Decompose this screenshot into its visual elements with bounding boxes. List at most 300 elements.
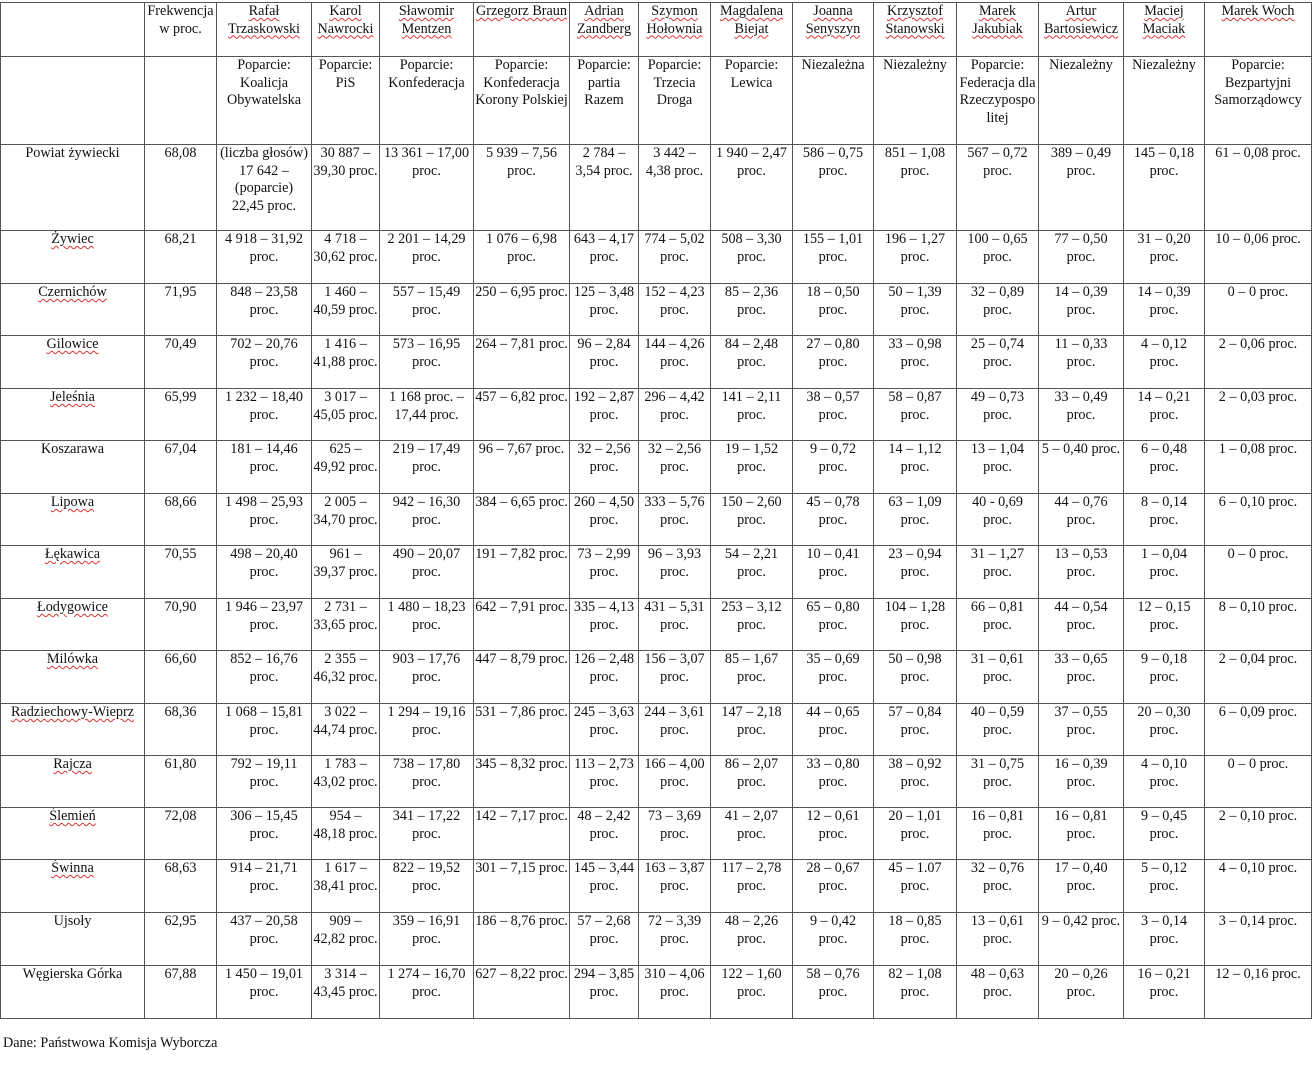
cell-text: Poparcie: Konfederacja Korony Polskiej (475, 57, 568, 108)
header-row-cell-10 (874, 3, 957, 57)
cell-text: 1 617 – 38,41 proc. (313, 860, 378, 894)
table-cell-5 (474, 913, 570, 966)
cell-text: 57 – 0,84 proc. (888, 704, 942, 738)
cell-text: 40 – 0,59 proc. (970, 704, 1025, 738)
cell-text: 32 – 2,56 proc. (577, 441, 631, 475)
cell-text: 852 – 16,76 proc. (230, 651, 298, 685)
table-cell-12 (1039, 599, 1124, 651)
header-row-cell-7 (639, 3, 711, 57)
table-cell-12 (1039, 704, 1124, 756)
table-cell-11 (957, 284, 1039, 336)
cell-text: 156 – 3,07 proc. (644, 651, 705, 685)
table-cell-12 (1039, 231, 1124, 284)
cell-text: 1 – 0,04 proc. (1140, 546, 1188, 580)
table-cell-3 (312, 599, 380, 651)
table-cell-11 (957, 231, 1039, 284)
table-cell-14 (1205, 494, 1312, 546)
table-cell-0 (1, 284, 145, 336)
table-cell-7 (639, 704, 711, 756)
table-cell-2 (217, 860, 312, 913)
cell-text: 264 – 7,81 proc. (475, 336, 568, 352)
table-cell-13 (1124, 808, 1205, 860)
header-row-cell-2 (217, 3, 312, 57)
cell-text: 70,90 (164, 599, 197, 615)
table-cell-7 (639, 546, 711, 599)
support-row-cell-6 (570, 57, 639, 145)
table-cell-10 (874, 651, 957, 704)
cell-text: 191 – 7,82 proc. (475, 546, 568, 562)
table-cell-9 (793, 651, 874, 704)
cell-text: 1 416 – 41,88 proc. (313, 336, 378, 370)
table-cell-0 (1, 756, 145, 808)
cell-text: 31 – 1,27 proc. (970, 546, 1025, 580)
cell-text: 68,36 (164, 704, 197, 720)
cell-text: 72,08 (164, 808, 197, 824)
table-cell-7 (639, 599, 711, 651)
cell-text: 65,99 (164, 389, 197, 405)
table-cell-14 (1205, 913, 1312, 966)
table-cell-5 (474, 599, 570, 651)
table-cell-12 (1039, 860, 1124, 913)
cell-text: 1 232 – 18,40 proc. (224, 389, 304, 423)
table-cell-3 (312, 284, 380, 336)
table-cell-1 (145, 599, 217, 651)
cell-text: 70,49 (164, 336, 197, 352)
cell-text: 147 – 2,18 proc. (721, 704, 782, 738)
cell-text: Magdalena Biejat (719, 3, 784, 37)
cell-text: 44 – 0,65 proc. (806, 704, 860, 738)
cell-text: 11 – 0,33 proc. (1054, 336, 1108, 370)
table-cell-3 (312, 546, 380, 599)
table-cell-14 (1205, 756, 1312, 808)
table-cell-8 (711, 651, 793, 704)
table-cell-6 (570, 284, 639, 336)
cell-text: Poparcie: PiS (318, 57, 373, 91)
cell-text: 4 918 – 31,92 proc. (224, 231, 304, 265)
table-cell-8 (711, 231, 793, 284)
cell-text: 73 – 3,69 proc. (647, 808, 702, 842)
table-cell-2 (217, 231, 312, 284)
table-cell-10 (874, 808, 957, 860)
table-cell-8 (711, 966, 793, 1019)
cell-text: 48 – 2,42 proc. (577, 808, 631, 842)
cell-text: 260 – 4,50 proc. (573, 494, 635, 528)
cell-text: 296 – 4,42 proc. (644, 389, 705, 423)
cell-text: 625 – 49,92 proc. (313, 441, 378, 475)
cell-text: 2 731 – 33,65 proc. (313, 599, 378, 633)
cell-text: 32 – 0,89 proc. (970, 284, 1025, 318)
cell-text: 33 – 0,65 proc. (1054, 651, 1108, 685)
table-cell-4 (380, 860, 474, 913)
cell-text: 1 783 – 43,02 proc. (313, 756, 378, 790)
table-cell-0 (1, 494, 145, 546)
cell-text: 122 – 1,60 proc. (721, 966, 782, 1000)
cell-text: 117 – 2,78 proc. (721, 860, 782, 894)
table-cell-9 (793, 913, 874, 966)
table-cell-9 (793, 336, 874, 389)
table-cell-13 (1124, 441, 1205, 494)
cell-text: Żywiec (51, 231, 94, 247)
table-cell-13 (1124, 860, 1205, 913)
table-cell-11 (957, 860, 1039, 913)
cell-text: Szymon Hołownia (646, 3, 703, 37)
table-row (1, 494, 1312, 546)
table-cell-1 (145, 651, 217, 704)
cell-text: 44 – 0,76 proc. (1054, 494, 1108, 528)
table-cell-4 (380, 651, 474, 704)
table-cell-10 (874, 966, 957, 1019)
table-cell-0 (1, 441, 145, 494)
cell-text: 8 – 0,14 proc. (1140, 494, 1188, 528)
table-cell-1 (145, 966, 217, 1019)
table-cell-0 (1, 913, 145, 966)
support-row-cell-4 (380, 57, 474, 145)
table-cell-2 (217, 651, 312, 704)
cell-text: Poparcie: Bezpartyjni Samorządowcy (1214, 57, 1302, 108)
table-cell-4 (380, 494, 474, 546)
cell-text: 642 – 7,91 proc. (475, 599, 568, 615)
table-cell-11 (957, 913, 1039, 966)
cell-text: 13 – 0,53 proc. (1054, 546, 1108, 580)
cell-text: 77 – 0,50 proc. (1054, 231, 1108, 265)
cell-text: 586 – 0,75 proc. (802, 145, 864, 179)
cell-text: 3 442 – 4,38 proc. (645, 145, 704, 179)
cell-text: 437 – 20,58 proc. (230, 913, 298, 947)
table-cell-12 (1039, 389, 1124, 441)
cell-text: 145 – 3,44 proc. (573, 860, 635, 894)
cell-text: 9 – 0,42 proc. (1041, 913, 1121, 929)
table-cell-1 (145, 336, 217, 389)
table-cell-14 (1205, 231, 1312, 284)
table-cell-5 (474, 231, 570, 284)
table-cell-0 (1, 599, 145, 651)
table-cell-12 (1039, 913, 1124, 966)
support-row-cell-8 (711, 57, 793, 145)
table-cell-14 (1205, 860, 1312, 913)
cell-text: Ujsoły (53, 913, 92, 929)
cell-text: 126 – 2,48 proc. (573, 651, 635, 685)
table-cell-1 (145, 808, 217, 860)
cell-text: 17 – 0,40 proc. (1054, 860, 1108, 894)
table-cell-6 (570, 599, 639, 651)
cell-text: 738 – 17,80 proc. (392, 756, 461, 790)
cell-text: Krzysztof Stanowski (885, 3, 945, 37)
table-cell-3 (312, 966, 380, 1019)
cell-text: Frekwencja w proc. (147, 3, 214, 37)
cell-text: 531 – 7,86 proc. (475, 704, 568, 720)
table-cell-5 (474, 860, 570, 913)
table-cell-4 (380, 231, 474, 284)
support-row (1, 57, 1312, 145)
table-cell-12 (1039, 808, 1124, 860)
cell-text: 32 – 0,76 proc. (970, 860, 1025, 894)
table-cell-6 (570, 389, 639, 441)
cell-text: 457 – 6,82 proc. (475, 389, 568, 405)
table-cell-10 (874, 284, 957, 336)
cell-text: 245 – 3,63 proc. (573, 704, 635, 738)
table-cell-1 (145, 389, 217, 441)
cell-text: 72 – 3,39 proc. (647, 913, 702, 947)
cell-text: 145 – 0,18 proc. (1133, 145, 1195, 179)
table-cell-0 (1, 231, 145, 284)
support-row-cell-5 (474, 57, 570, 145)
cell-text: Rafał Trzaskowski (228, 3, 300, 37)
table-cell-8 (711, 284, 793, 336)
table-cell-1 (145, 546, 217, 599)
table-cell-13 (1124, 231, 1205, 284)
table-cell-9 (793, 389, 874, 441)
cell-text: 942 – 16,30 proc. (392, 494, 461, 528)
table-cell-9 (793, 494, 874, 546)
table-cell-0 (1, 336, 145, 389)
cell-text: 5 939 – 7,56 proc. (486, 145, 557, 179)
support-row-cell-7 (639, 57, 711, 145)
table-cell-13 (1124, 389, 1205, 441)
cell-text: 16 – 0,21 proc. (1137, 966, 1191, 1000)
table-cell-13 (1124, 336, 1205, 389)
table-cell-9 (793, 546, 874, 599)
cell-text: Milówka (46, 651, 99, 667)
cell-text: 3 – 0,14 proc. (1140, 913, 1188, 947)
table-cell-10 (874, 546, 957, 599)
header-row (1, 3, 1312, 57)
cell-text: 71,95 (164, 284, 197, 300)
table-cell-4 (380, 145, 474, 231)
cell-text: 58 – 0,76 proc. (806, 966, 860, 1000)
cell-text: 68,21 (164, 231, 197, 247)
table-cell-10 (874, 494, 957, 546)
table-cell-3 (312, 913, 380, 966)
cell-text: 68,08 (164, 145, 197, 161)
table-cell-11 (957, 704, 1039, 756)
cell-text: 9 – 0,72 proc. (809, 441, 857, 475)
header-row-cell-1 (145, 3, 217, 57)
cell-text: 384 – 6,65 proc. (475, 494, 568, 510)
table-row (1, 913, 1312, 966)
cell-text: 3 314 – 43,45 proc. (313, 966, 378, 1000)
table-cell-7 (639, 145, 711, 231)
cell-text: 2 – 0,03 proc. (1218, 389, 1298, 405)
table-cell-4 (380, 704, 474, 756)
support-row-cell-1 (145, 57, 217, 145)
cell-text: 961 – 39,37 proc. (313, 546, 378, 580)
cell-text: 25 – 0,74 proc. (970, 336, 1025, 370)
table-cell-6 (570, 336, 639, 389)
cell-text: 14 – 1,12 proc. (888, 441, 942, 475)
cell-text: 431 – 5,31 proc. (644, 599, 705, 633)
table-row (1, 860, 1312, 913)
table-cell-12 (1039, 756, 1124, 808)
table-cell-8 (711, 860, 793, 913)
cell-text: Łodygowice (37, 599, 108, 615)
cell-text: 125 – 3,48 proc. (573, 284, 635, 318)
cell-text: 341 – 17,22 proc. (392, 808, 461, 842)
cell-text: 567 – 0,72 proc. (967, 145, 1028, 179)
table-cell-9 (793, 231, 874, 284)
cell-text: 196 – 1,27 proc. (884, 231, 946, 265)
cell-text: 333 – 5,76 proc. (644, 494, 705, 528)
cell-text: 96 – 7,67 proc. (478, 441, 565, 457)
table-cell-9 (793, 284, 874, 336)
table-cell-5 (474, 494, 570, 546)
table-cell-7 (639, 389, 711, 441)
table-cell-9 (793, 704, 874, 756)
table-cell-2 (217, 808, 312, 860)
cell-text: Maciej Maciak (1142, 3, 1186, 37)
cell-text: 19 – 1,52 proc. (724, 441, 779, 475)
table-cell-14 (1205, 284, 1312, 336)
cell-text: 166 – 4,00 proc. (644, 756, 705, 790)
cell-text: 6 – 0,10 proc. (1218, 494, 1298, 510)
cell-text: 85 – 1,67 proc. (724, 651, 779, 685)
cell-text: Lipowa (50, 494, 95, 510)
table-cell-10 (874, 145, 957, 231)
table-cell-3 (312, 651, 380, 704)
table-cell-7 (639, 441, 711, 494)
table-cell-4 (380, 756, 474, 808)
table-cell-14 (1205, 389, 1312, 441)
cell-text: 508 – 3,30 proc. (721, 231, 782, 265)
table-cell-2 (217, 494, 312, 546)
table-cell-5 (474, 145, 570, 231)
table-cell-5 (474, 808, 570, 860)
cell-text: 45 – 0,78 proc. (806, 494, 860, 528)
table-cell-3 (312, 145, 380, 231)
table-cell-14 (1205, 441, 1312, 494)
table-cell-3 (312, 336, 380, 389)
cell-text: 14 – 0,39 proc. (1054, 284, 1108, 318)
cell-text: Radziechowy-Wieprz (10, 704, 135, 720)
table-cell-11 (957, 336, 1039, 389)
cell-text: 2 005 – 34,70 proc. (313, 494, 378, 528)
table-cell-8 (711, 599, 793, 651)
cell-text: 144 – 4,26 proc. (644, 336, 705, 370)
table-cell-1 (145, 441, 217, 494)
table-cell-10 (874, 913, 957, 966)
table-cell-9 (793, 599, 874, 651)
table-cell-12 (1039, 651, 1124, 704)
cell-text: 219 – 17,49 proc. (392, 441, 461, 475)
table-cell-3 (312, 808, 380, 860)
cell-text: 142 – 7,17 proc. (475, 808, 568, 824)
table-cell-7 (639, 808, 711, 860)
cell-text: Poparcie: partia Razem (577, 57, 631, 108)
cell-text: Ślemień (49, 808, 96, 824)
cell-text: 20 – 1,01 proc. (888, 808, 942, 842)
cell-text: 20 – 0,30 proc. (1137, 704, 1191, 738)
table-cell-5 (474, 966, 570, 1019)
cell-text: 702 – 20,76 proc. (230, 336, 298, 370)
table-cell-6 (570, 808, 639, 860)
table-cell-12 (1039, 336, 1124, 389)
cell-text: 774 – 5,02 proc. (644, 231, 705, 265)
cell-text: 294 – 3,85 proc. (573, 966, 635, 1000)
table-cell-14 (1205, 145, 1312, 231)
table-cell-13 (1124, 145, 1205, 231)
table-cell-1 (145, 704, 217, 756)
table-row (1, 599, 1312, 651)
table-cell-4 (380, 966, 474, 1019)
table-cell-11 (957, 651, 1039, 704)
table-cell-14 (1205, 546, 1312, 599)
table-cell-2 (217, 389, 312, 441)
table-cell-13 (1124, 966, 1205, 1019)
table-cell-11 (957, 599, 1039, 651)
table-cell-13 (1124, 546, 1205, 599)
table-cell-5 (474, 284, 570, 336)
cell-text: 50 – 1,39 proc. (888, 284, 942, 318)
cell-text: 23 – 0,94 proc. (888, 546, 942, 580)
cell-text: 152 – 4,23 proc. (644, 284, 705, 318)
table-cell-7 (639, 231, 711, 284)
cell-text: 1 450 – 19,01 proc. (224, 966, 304, 1000)
header-row-cell-13 (1124, 3, 1205, 57)
table-cell-3 (312, 441, 380, 494)
cell-text: 3 022 – 44,74 proc. (313, 704, 378, 738)
table-cell-6 (570, 441, 639, 494)
cell-text: 82 – 1,08 proc. (888, 966, 942, 1000)
cell-text: 792 – 19,11 proc. (230, 756, 298, 790)
cell-text: 85 – 2,36 proc. (724, 284, 779, 318)
cell-text: 848 – 23,58 proc. (230, 284, 298, 318)
table-cell-0 (1, 860, 145, 913)
table-cell-2 (217, 546, 312, 599)
table-cell-9 (793, 441, 874, 494)
table-cell-0 (1, 546, 145, 599)
table-cell-8 (711, 336, 793, 389)
table-cell-7 (639, 651, 711, 704)
cell-text: 150 – 2,60 proc. (721, 494, 782, 528)
table-cell-4 (380, 808, 474, 860)
cell-text: Węgierska Górka (22, 966, 123, 982)
cell-text: 57 – 2,68 proc. (577, 913, 631, 947)
cell-text: 16 – 0,39 proc. (1054, 756, 1108, 790)
cell-text: Niezależny (883, 57, 947, 73)
table-cell-13 (1124, 651, 1205, 704)
cell-text: 9 – 0,18 proc. (1140, 651, 1188, 685)
table-cell-9 (793, 860, 874, 913)
table-cell-8 (711, 494, 793, 546)
cell-text: 2 201 – 14,29 proc. (387, 231, 466, 265)
cell-text: 9 – 0,42 proc. (809, 913, 857, 947)
cell-text: 903 – 17,76 proc. (392, 651, 461, 685)
cell-text: 33 – 0,98 proc. (888, 336, 942, 370)
table-cell-5 (474, 441, 570, 494)
cell-text: 100 – 0,65 proc. (967, 231, 1028, 265)
cell-text: 253 – 3,12 proc. (721, 599, 782, 633)
table-cell-1 (145, 284, 217, 336)
cell-text: 18 – 0,50 proc. (806, 284, 860, 318)
cell-text: 498 – 20,40 proc. (230, 546, 298, 580)
table-cell-10 (874, 756, 957, 808)
cell-text: 1 076 – 6,98 proc. (486, 231, 557, 265)
cell-text: 310 – 4,06 proc. (644, 966, 705, 1000)
cell-text: 0 – 0 proc. (1227, 546, 1289, 562)
cell-text: 9 – 0,45 proc. (1140, 808, 1188, 842)
table-cell-5 (474, 546, 570, 599)
table-cell-1 (145, 756, 217, 808)
cell-text: Artur Bartosiewicz (1043, 3, 1119, 37)
cell-text: 66 – 0,81 proc. (970, 599, 1025, 633)
cell-text: Niezależny (1049, 57, 1113, 73)
header-row-cell-4 (380, 3, 474, 57)
table-cell-3 (312, 756, 380, 808)
table-cell-2 (217, 704, 312, 756)
table-cell-0 (1, 704, 145, 756)
cell-text: 14 – 0,39 proc. (1137, 284, 1191, 318)
cell-text: 31 – 0,75 proc. (970, 756, 1025, 790)
cell-text: 306 – 15,45 proc. (230, 808, 298, 842)
